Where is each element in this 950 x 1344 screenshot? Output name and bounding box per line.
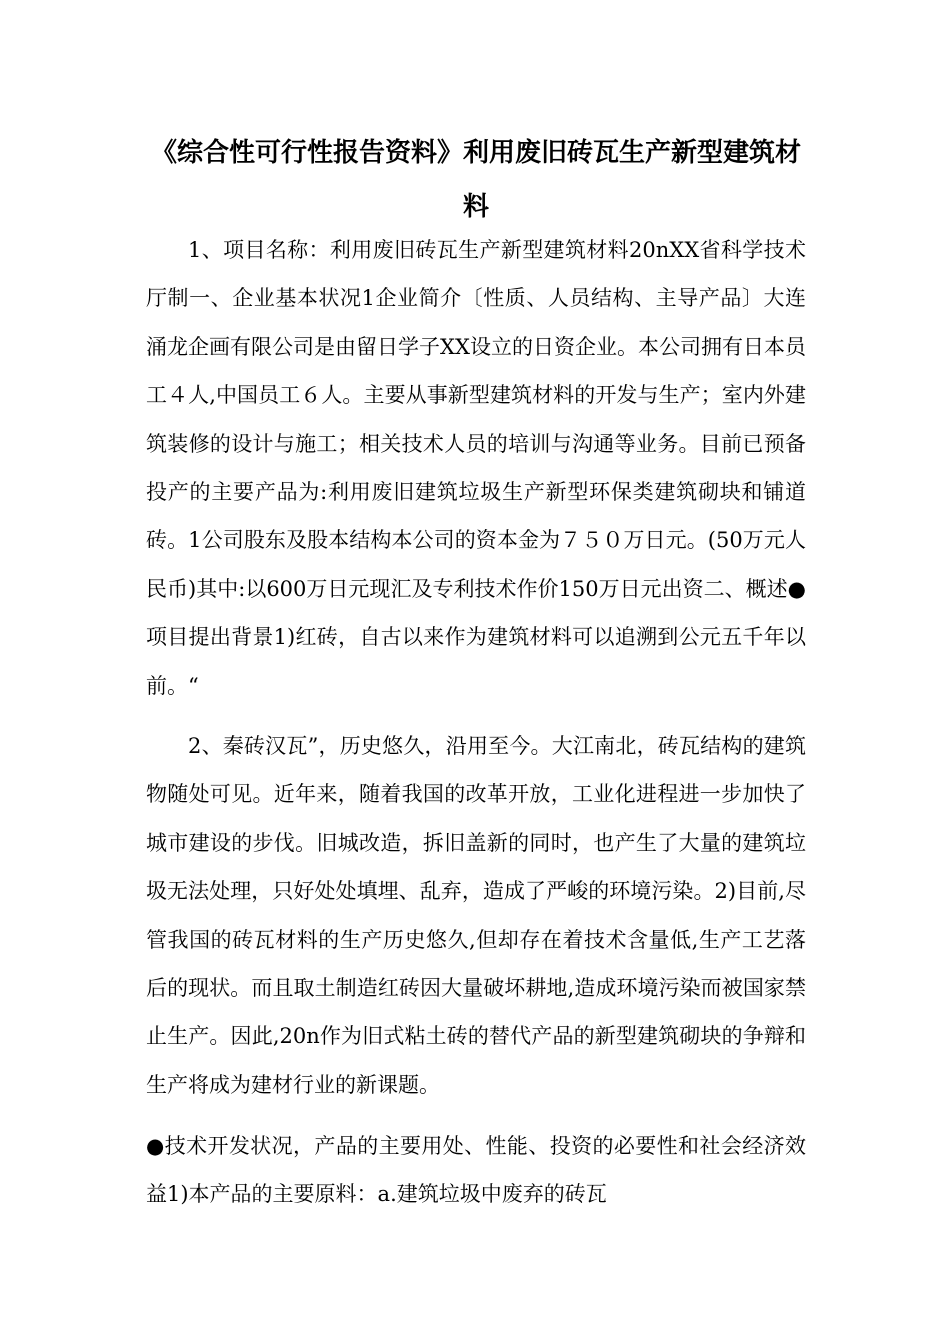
paragraph-1: 1、项目名称：利用废旧砖瓦生产新型建筑材料20nXX省科学技术厅制一、企业基本状况1企业简介〔性质、人员结构、主导产品〕大连涌龙企画有限公司是由留日学子XX设立的日资企业。本公司拥有日本员工４人,中国员工６人。主要从事新型建筑材料的开发与生产；室内外建筑装修的设计与施工；相关技术人员的培训与沟通等业务。目前已预备投产的主要产品为:利用废旧建筑垃圾生产新型环保类建筑砌块和铺道砖。1公司股东及股本结构本公司的资本金为７５０万日元。(50万元人民币)其中:以600万日元现汇及专利技术作价150万日元出资二、概述●项目提出背景1)红砖，自古以来作为建筑材料可以追溯到公元五千年以前。“ [146, 238, 806, 698]
paragraph-2: 2、秦砖汉瓦”，历史悠久，沿用至今。大江南北，砖瓦结构的建筑物随处可见。近年来，随着我国的改革开放，工业化进程进一步加快了城市建设的步伐。旧城改造，拆旧盖新的同时，也产生了大量的建筑垃圾无法处理，只好处处填埋、乱弃，造成了严峻的环境污染。2)目前,尽管我国的砖瓦材料的生产历史悠久,但却存在着技术含量低,生产工艺落后的现状。而且取土制造红砖因大量破坏耕地,造成环境污染而被国家禁止生产。因此,20n作为旧式粘土砖的替代产品的新型建筑砌块的争辩和生产将成为建材行业的新课题。 [146, 734, 806, 1097]
document-title: 《综合性可行性报告资料》利用废旧砖瓦生产新型建筑材料 [150, 138, 801, 222]
paragraph-3: ●技术开发状况，产品的主要用处、性能、投资的必要性和社会经济效益1)本产品的主要原料：a.建筑垃圾中废弃的砖瓦 [146, 1134, 806, 1207]
